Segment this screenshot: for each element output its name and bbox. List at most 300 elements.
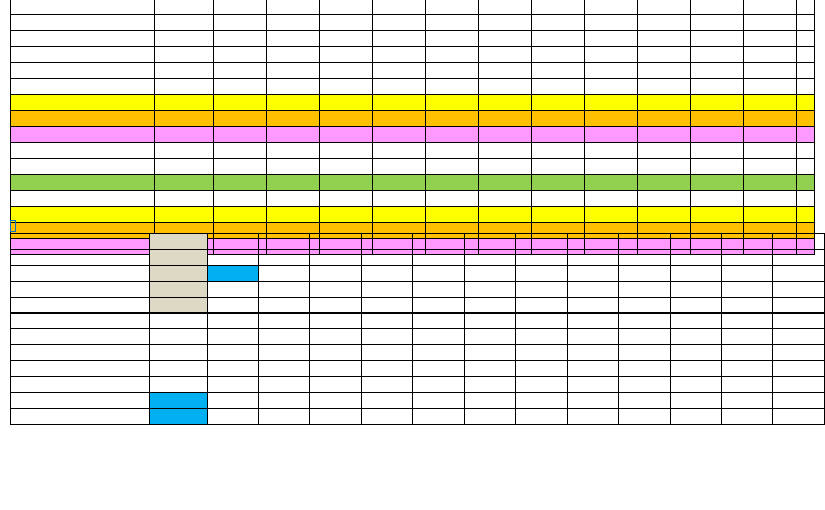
tax-value [267,127,320,143]
jibai-row [11,282,825,298]
tax-value [479,127,532,143]
premium-value [310,345,361,361]
tax-value [479,207,532,223]
premium-value [259,345,310,361]
tax-value [797,63,815,79]
premium-value [567,361,618,377]
tax-value [267,79,320,95]
tax-value [585,143,638,159]
premium-value [413,345,464,361]
premium-value [516,393,567,409]
premium-value [670,409,721,425]
month-header [361,313,412,329]
tax-value [214,207,267,223]
tax-value [320,0,373,15]
month-header [464,313,515,329]
tax-value [373,0,426,15]
premium-value [721,329,772,345]
tax-value [691,207,744,223]
premium-value [670,377,721,393]
premium-value [670,329,721,345]
tax-value [155,175,214,191]
premium-value [619,393,670,409]
tax-value [267,111,320,127]
premium-value [721,377,772,393]
tax-value [267,63,320,79]
tax-value [426,0,479,15]
tax-value [155,159,214,175]
tax-value [373,207,426,223]
tax-value [214,47,267,63]
premium-value [567,250,618,266]
row-label [11,111,155,127]
tax-value [744,207,797,223]
premium-value [464,361,515,377]
tax-value [479,79,532,95]
premium-value [464,409,515,425]
tax-value [585,127,638,143]
premium-value [150,345,207,361]
premium-value [413,393,464,409]
jibai-row [11,393,825,409]
premium-value [150,393,207,409]
premium-value [207,282,258,298]
tax-value [532,95,585,111]
premium-value [773,345,825,361]
tax-value [638,159,691,175]
tax-value [426,159,479,175]
tax-value [373,31,426,47]
month-header [516,234,567,250]
row-label [11,31,155,47]
row-label [11,250,150,266]
row-label [11,47,155,63]
month-header [721,313,772,329]
tax-value [373,159,426,175]
premium-value [150,361,207,377]
tax-value [373,79,426,95]
premium-value [150,250,207,266]
premium-value [464,266,515,282]
month-header [721,234,772,250]
premium-value [567,329,618,345]
premium-value [619,345,670,361]
premium-value [361,266,412,282]
tax-value [320,15,373,31]
premium-value [259,329,310,345]
tax-value [426,15,479,31]
month-header [150,234,207,250]
tax-value [267,159,320,175]
row-label [11,282,150,298]
premium-value [516,250,567,266]
premium-value [619,329,670,345]
tax-value [155,79,214,95]
tax-value [267,191,320,207]
row-label [11,159,155,175]
tax-value [426,143,479,159]
tax-value [532,207,585,223]
premium-value [413,282,464,298]
tax-value [691,0,744,15]
tax-value [155,15,214,31]
month-header [259,234,310,250]
tax-row [11,175,815,191]
tax-value [532,111,585,127]
premium-value [361,409,412,425]
tax-value [320,111,373,127]
premium-value [413,361,464,377]
tax-value [214,15,267,31]
tax-value [691,15,744,31]
premium-value [567,393,618,409]
row-label [11,0,155,15]
tax-value [585,95,638,111]
tax-value [532,47,585,63]
jibai-title [10,220,16,232]
month-header [207,313,258,329]
tax-value [532,31,585,47]
premium-value [464,345,515,361]
month-header [310,234,361,250]
tax-value [214,143,267,159]
tax-value [691,111,744,127]
premium-value [310,250,361,266]
row-label [11,191,155,207]
tax-value [585,175,638,191]
tax-value [320,31,373,47]
premium-value [464,329,515,345]
row-label [11,143,155,159]
row-label [11,329,150,345]
premium-value [464,377,515,393]
tax-value [214,191,267,207]
jibai-row [11,329,825,345]
tax-value [479,0,532,15]
tax-value [744,15,797,31]
row-label [11,63,155,79]
premium-value [670,282,721,298]
premium-value [361,393,412,409]
tax-value [585,191,638,207]
premium-value [567,266,618,282]
premium-value [619,250,670,266]
row-label [11,207,155,223]
month-header [413,234,464,250]
row-label [11,266,150,282]
tax-value [426,31,479,47]
premium-value [207,266,258,282]
premium-value [721,250,772,266]
premium-value [361,361,412,377]
premium-value [207,250,258,266]
tax-value [532,191,585,207]
premium-value [721,266,772,282]
tax-value [320,175,373,191]
tax-value [638,207,691,223]
tax-value [638,175,691,191]
tax-value [214,111,267,127]
tax-value [585,79,638,95]
premium-value [773,250,825,266]
tax-value [797,31,815,47]
premium-value [361,250,412,266]
tax-value [320,95,373,111]
jibai-row [11,377,825,393]
tax-value [797,191,815,207]
premium-value [721,361,772,377]
tax-value [691,63,744,79]
tax-value [797,47,815,63]
month-header [567,234,618,250]
jibai-row [11,266,825,282]
tax-value [744,63,797,79]
premium-value [310,266,361,282]
tax-value [320,191,373,207]
tax-value [744,143,797,159]
tax-value [744,0,797,15]
tax-value [744,95,797,111]
premium-value [413,409,464,425]
tax-value [744,47,797,63]
row-label [11,127,155,143]
premium-value [721,282,772,298]
tax-row [11,127,815,143]
tax-value [638,95,691,111]
tax-value [585,63,638,79]
row-label [11,95,155,111]
tax-value [691,47,744,63]
tax-value [426,207,479,223]
tax-value [585,15,638,31]
tax-value [155,63,214,79]
tax-value [638,47,691,63]
row-label [11,15,155,31]
tax-value [320,79,373,95]
tax-value [320,47,373,63]
premium-value [413,250,464,266]
tax-value [267,0,320,15]
month-header [516,313,567,329]
tax-row [11,143,815,159]
premium-value [361,377,412,393]
row-label [11,409,150,425]
month-header [207,234,258,250]
tax-value [744,127,797,143]
premium-value [150,409,207,425]
tax-value [638,15,691,31]
tax-row [11,159,815,175]
tax-rate-table [10,0,815,255]
month-header [773,234,825,250]
tax-value [479,31,532,47]
tax-value [797,111,815,127]
tax-value [155,47,214,63]
premium-value [464,250,515,266]
row-label [11,175,155,191]
tax-value [532,175,585,191]
tax-value [155,0,214,15]
tax-row [11,207,815,223]
tax-value [585,207,638,223]
premium-value [516,266,567,282]
tax-value [691,31,744,47]
tax-value [585,111,638,127]
tax-value [479,159,532,175]
tax-value [585,47,638,63]
tax-value [214,0,267,15]
tax-value [744,191,797,207]
tax-value [214,159,267,175]
tax-value [691,159,744,175]
tax-value [426,111,479,127]
tax-value [373,15,426,31]
tax-value [320,143,373,159]
premium-value [413,266,464,282]
tax-value [155,191,214,207]
header-row [11,234,825,250]
premium-value [259,377,310,393]
premium-value [150,282,207,298]
premium-value [259,250,310,266]
tax-value [744,31,797,47]
tax-value [638,79,691,95]
tax-value [797,95,815,111]
tax-value [797,207,815,223]
tax-value [320,127,373,143]
tax-value [691,95,744,111]
tax-value [426,95,479,111]
row-label [11,345,150,361]
tax-value [585,159,638,175]
tax-value [426,47,479,63]
premium-value [310,393,361,409]
month-header [310,313,361,329]
tax-value [638,63,691,79]
premium-value [516,377,567,393]
premium-value [150,377,207,393]
premium-value [310,329,361,345]
premium-value [207,345,258,361]
tax-value [267,15,320,31]
tax-value [214,95,267,111]
tax-value [426,79,479,95]
tax-value [797,15,815,31]
tax-value [267,175,320,191]
month-header [670,313,721,329]
tax-value [479,175,532,191]
tax-value [267,143,320,159]
tax-value [532,15,585,31]
tax-row [11,63,815,79]
premium-value [207,377,258,393]
jibai-row [11,250,825,266]
jibai-section-header [10,221,16,231]
tax-value [320,159,373,175]
tax-value [532,143,585,159]
premium-value [721,409,772,425]
premium-value [259,409,310,425]
month-header [361,234,412,250]
tax-value [585,31,638,47]
tax-value [373,143,426,159]
tax-value [214,31,267,47]
premium-value [670,393,721,409]
tax-value [426,191,479,207]
tax-value [426,175,479,191]
tax-row [11,15,815,31]
tax-value [691,143,744,159]
tax-value [479,95,532,111]
tax-value [479,191,532,207]
tax-value [479,15,532,31]
jibai-row [11,345,825,361]
premium-value [361,282,412,298]
month-header [670,234,721,250]
tax-row [11,95,815,111]
month-header [567,313,618,329]
tax-value [267,31,320,47]
tax-value [267,207,320,223]
tax-value [267,47,320,63]
row-label [11,361,150,377]
tax-value [638,143,691,159]
tax-row [11,47,815,63]
tax-row [11,0,815,15]
tax-value [585,0,638,15]
tax-row [11,111,815,127]
premium-value [773,266,825,282]
premium-value [413,329,464,345]
premium-value [207,409,258,425]
premium-value [773,282,825,298]
tax-value [155,127,214,143]
month-header [464,234,515,250]
premium-value [413,377,464,393]
premium-value [516,409,567,425]
tax-value [373,47,426,63]
tax-value [691,175,744,191]
month-header [413,313,464,329]
premium-value [567,345,618,361]
row-label [11,393,150,409]
tax-value [320,207,373,223]
premium-value [259,393,310,409]
premium-value [516,282,567,298]
tax-row [11,31,815,47]
tax-value [267,95,320,111]
premium-value [773,361,825,377]
tax-value [797,159,815,175]
tax-row [11,191,815,207]
premium-value [619,377,670,393]
tax-value [320,63,373,79]
premium-value [516,345,567,361]
month-header [11,313,150,329]
premium-value [670,345,721,361]
tax-value [155,207,214,223]
month-header [150,313,207,329]
month-header [773,313,825,329]
tax-value [691,127,744,143]
jibai-table-long [10,233,825,314]
premium-value [721,393,772,409]
premium-value [310,282,361,298]
tax-value [744,111,797,127]
tax-value [373,111,426,127]
premium-value [207,329,258,345]
tax-value [744,79,797,95]
